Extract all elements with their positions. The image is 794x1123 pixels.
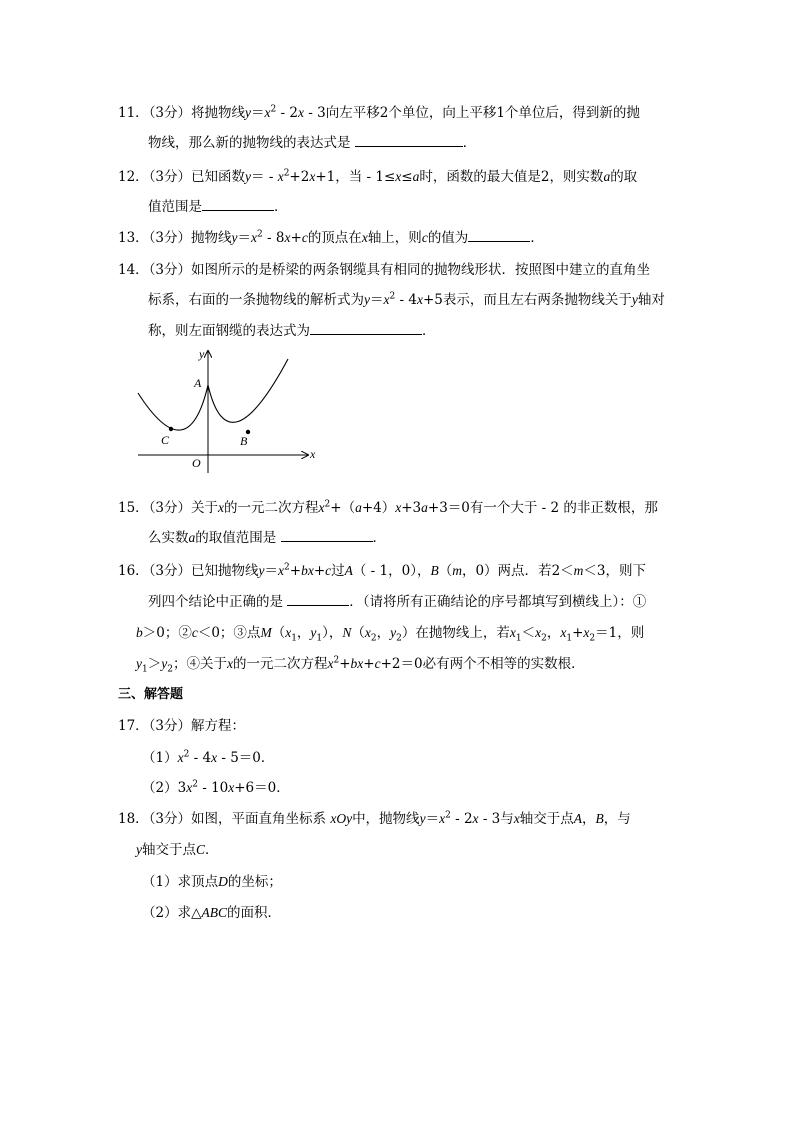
y-axis-label: y — [199, 347, 205, 361]
q14-line2: 标系，右面的一条抛物线的解析式为$y=x^2 - 4x+5$表示，而且左右两条抛物线关于y轴对 — [148, 291, 665, 308]
q17-line: 17．（3分）解方程： — [118, 718, 246, 734]
q15-line1: 15．（3分）关于x的一元二次方程$x^2+(a+4)x+3a+3=0$有一个大于 - 2 的非正数根，那 — [118, 499, 658, 516]
right-parabola — [208, 359, 288, 422]
answer-blank[interactable] — [287, 592, 349, 606]
q15-line2: 么实数a的取值范围是 ． — [148, 530, 387, 546]
q14-line3: 称，则左面钢缆的表达式为 ． — [148, 323, 436, 339]
parabola-figure — [130, 345, 320, 475]
q18-part1: （1）求顶点D的坐标； — [142, 874, 282, 890]
label-o: O — [192, 456, 201, 470]
x-axis-label: x — [310, 447, 316, 461]
q16-line1: 16．（3分）已知抛物线$y=x^2+bx+c$过A（ - 1，0），B（m，0）两点．若2＜m＜3，则下 — [118, 562, 646, 579]
left-parabola — [138, 385, 208, 430]
q12-line2: 值范围是 ． — [148, 199, 288, 215]
label-b: B — [240, 434, 248, 448]
section-title: 三、解答题 — [118, 687, 184, 702]
q12-line1: 12．（3分）已知函数$y= - x^2+2x+1$，当 - 1≤x≤a时，函数的最大值是2，则实数a的取 — [118, 168, 638, 185]
q16-line4: $y_1>y_2$；④关于x的一元二次方程$x^2+bx+c+2=0$必有两个不相等的实数根． — [136, 655, 585, 675]
q16-line3: b＞0；②c＜0；③点$M(x_1$，$y_1$），$N(x_2$，$y_2$）在抛物线上，若$x_1<x_2$，$x_1+x_2=1$，则 — [136, 625, 645, 644]
q11-line2: 物线，那么新的抛物线的表达式是 ． — [148, 135, 477, 151]
q11-line1: 11．（3分）将抛物线$y=x^2 - 2x - 3$向左平移2个单位，向上平移1个单位后，得到新的抛 — [118, 104, 640, 121]
q18-line1: 18．（3分）如图，平面直角坐标系 xOy中，抛物线$y=x^2 - 2x - 3$与x轴交于点A，B，与 — [118, 810, 631, 827]
q17-part2: $(2)3x^2 - 10x+6=0$． — [142, 779, 290, 796]
answer-blank[interactable] — [468, 228, 530, 242]
q17-part1: $(1)x^2 - 4x - 5=0$． — [142, 749, 275, 766]
label-a: A — [194, 376, 202, 390]
q18-line2: y轴交于点C． — [136, 842, 219, 858]
label-c: C — [161, 433, 170, 447]
q18-part2: （2）求△ABC的面积． — [142, 905, 281, 921]
answer-blank[interactable] — [281, 528, 373, 542]
q14-line1: 14．（3分）如图所示的是桥梁的两条钢缆具有相同的抛物线形状．按照图中建立的直角坐 — [118, 262, 651, 278]
answer-blank[interactable] — [310, 321, 422, 335]
answer-blank[interactable] — [202, 197, 274, 211]
q16-line2: 列四个结论中正确的是 ．（请将所有正确结论的序号都填写到横线上）：① — [148, 594, 647, 610]
answer-blank[interactable] — [355, 133, 463, 147]
q13-line: 13．（3分）抛物线$y=x^2 - 8x+c$的顶点在x轴上，则c的值为 ． — [118, 229, 544, 246]
point-c — [169, 427, 173, 431]
